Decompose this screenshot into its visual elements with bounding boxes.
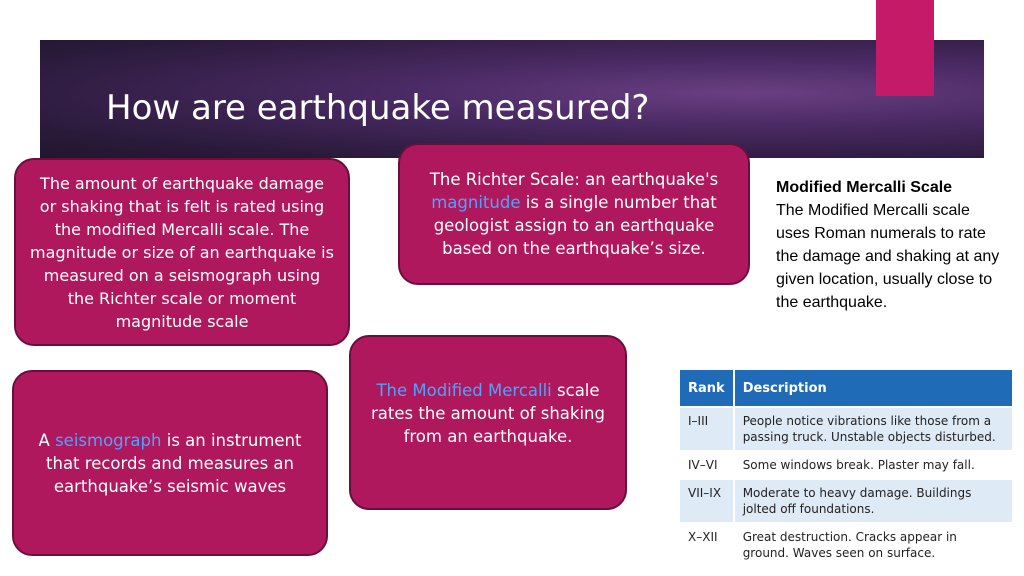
description-cell: Moderate to heavy damage. Buildings jolted off foundations. [734, 479, 1012, 523]
description-cell: Great destruction. Cracks appear in ground. Waves seen on surface. [734, 523, 1012, 566]
description-cell: People notice vibrations like those from a passing truck. Unstable objects disturbed. [734, 407, 1012, 451]
magnitude-term: magnitude [431, 193, 521, 212]
rank-cell: I–III [680, 407, 734, 451]
table-header-row [680, 370, 1012, 407]
mercalli-rank-table [680, 370, 1012, 566]
rank-cell: X–XII [680, 523, 734, 566]
table-row [680, 407, 1012, 451]
modified-mercalli-card [349, 335, 627, 510]
rank-cell: IV–VI [680, 451, 734, 479]
side-note-heading: Modified Mercalli Scale [776, 179, 953, 196]
seismograph-term: seismograph [55, 430, 162, 450]
table-row [680, 523, 1012, 566]
mercalli-side-note [776, 176, 1006, 314]
mercalli-intro-card [14, 158, 350, 346]
mercalli-intro-text: The amount of earthquake damage or shaking that is felt is rated using the modified Mercalli scale. The magnitude or size of an earthquake is measured on a seismograph using the Richter scale or moment magnitude scale [30, 173, 334, 331]
seismograph-card [12, 370, 328, 556]
rank-header: Rank [680, 370, 734, 407]
table-row [680, 451, 1012, 479]
seismograph-text: A seismograph is an instrument that records and measures an earthquake’s seismic waves [38, 430, 302, 496]
rank-cell: VII–IX [680, 479, 734, 523]
modified-mercalli-text: The Modified Mercalli scale rates the amount of shaking from an earthquake. [371, 381, 605, 446]
accent-bar [876, 0, 934, 96]
side-note-body: The Modified Mercalli scale uses Roman numerals to rate the damage and shaking at any given location, usually close to the earthquake. [776, 202, 1000, 311]
description-header: Description [734, 370, 1012, 407]
description-cell: Some windows break. Plaster may fall. [734, 451, 1012, 479]
richter-card [398, 143, 750, 285]
slide-title: How are earthquake measured? [106, 88, 650, 128]
modified-mercalli-term: The Modified Mercalli [376, 381, 552, 400]
richter-text: The Richter Scale: an earthquake's magnitude is a single number that geologist assign to an earthquake based on the earthquake’s size. [429, 170, 719, 258]
table-row [680, 479, 1012, 523]
